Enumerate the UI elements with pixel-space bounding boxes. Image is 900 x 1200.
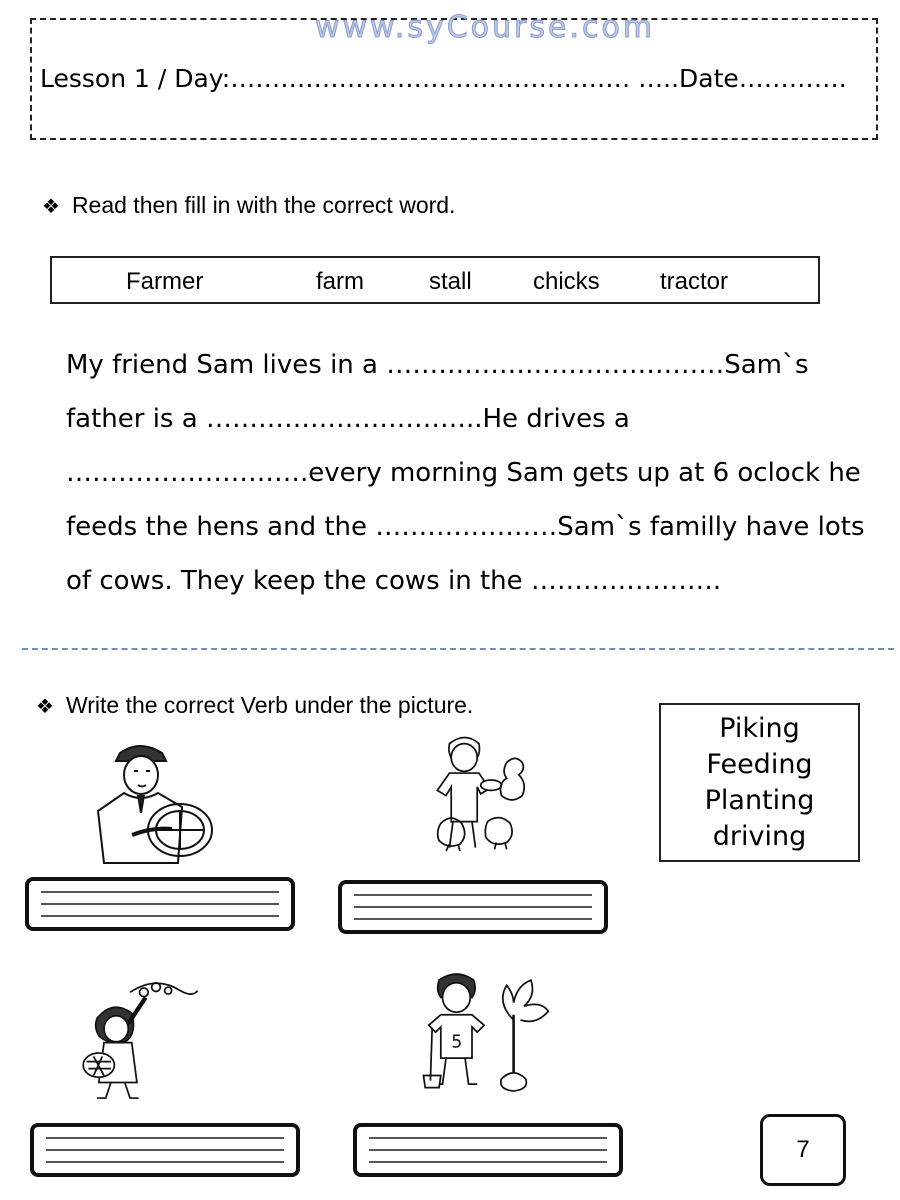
watermark-text: www.syCourse.com (314, 10, 656, 45)
diamond-bullet-icon: ❖ (36, 696, 54, 718)
answer-box[interactable] (30, 1123, 300, 1177)
word-bank-item: tractor (660, 268, 729, 295)
verb-bank-item: Feeding (706, 749, 813, 780)
svg-text:5: 5 (451, 1032, 463, 1053)
word-bank-item: farm (316, 268, 364, 295)
word-bank-item: stall (429, 268, 472, 295)
verb-bank-item: Piking (719, 713, 800, 744)
man-driving-picture (72, 735, 222, 865)
word-bank-item: Farmer (126, 268, 204, 295)
diamond-bullet-icon: ❖ (42, 196, 60, 218)
paragraph-line: ……………………….every morning Sam gets up at 6 oclock he (66, 458, 861, 488)
instruction-write-verb (36, 692, 473, 719)
instruction-write-verb-text: Write the correct Verb under the picture. (65, 692, 474, 718)
paragraph-line: feeds the hens and the …………………Sam`s familly have lots (66, 512, 865, 542)
paragraph-line: My friend Sam lives in a …………………………………Sam`s (66, 350, 809, 380)
word-bank-item: chicks (533, 268, 600, 295)
word-bank-box (50, 256, 820, 304)
boy-feeding-chickens-picture (410, 728, 560, 858)
instruction-fill-in-text: Read then fill in with the correct word. (71, 192, 456, 218)
paragraph-line: of cows. They keep the cows in the …………………. (66, 566, 722, 596)
answer-box[interactable] (338, 880, 608, 934)
paragraph-line: father is a …………………………..He drives a (66, 404, 630, 434)
page-number: 7 (760, 1114, 846, 1186)
girl-picking-fruit-picture (68, 975, 218, 1105)
lesson-day-date-line: Lesson 1 / Day:………………………………………… …..Date…………. (40, 64, 847, 93)
boy-planting-tree-picture (410, 968, 560, 1098)
instruction-fill-in (42, 192, 455, 219)
verb-bank-item: driving (712, 821, 807, 852)
answer-box[interactable] (353, 1123, 623, 1177)
verb-bank-box (659, 703, 860, 862)
verb-bank-item: Planting (704, 785, 815, 816)
answer-box[interactable] (25, 877, 295, 931)
section-divider (22, 648, 894, 650)
